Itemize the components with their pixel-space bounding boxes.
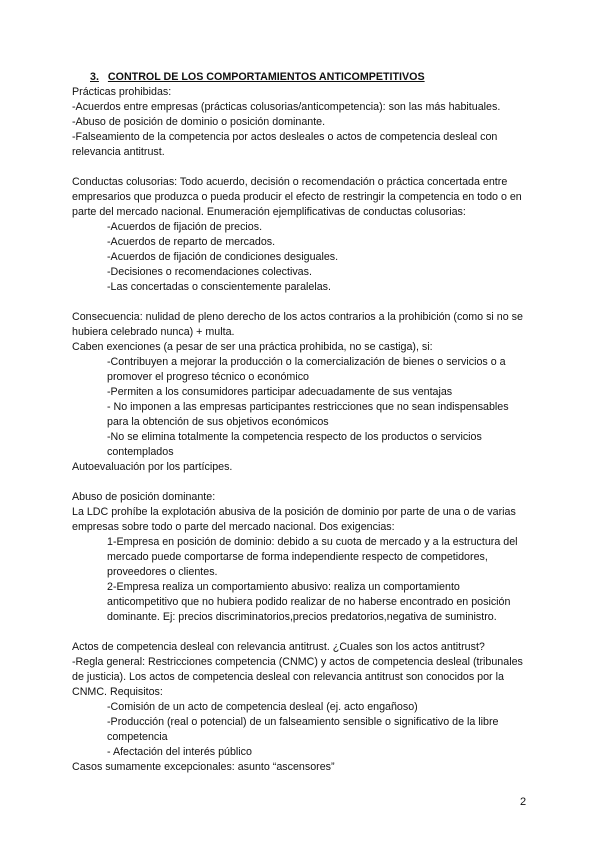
desleal-item: - Afectación del interés público [107,746,252,758]
abuso-label: Abuso de posición dominante: [72,491,216,503]
exenciones-item: -Contribuyen a mejorar la producción o la comercialización de bienes o servicios o a promover el progreso técnico o económico [107,356,506,383]
colusorias-item: -Las concertadas o conscientemente paralelas. [107,281,331,293]
exenciones-item: -Permiten a los consumidores participar adecuadamente de sus ventajas [107,386,453,398]
section-heading [72,70,532,85]
desleal-item: -Comisión de un acto de competencia desleal (ej. acto engañoso) [107,701,418,713]
practicas-label: Prácticas prohibidas: [72,86,172,98]
colusorias-item: -Decisiones o recomendaciones colectivas. [107,266,312,278]
practicas-item: -Acuerdos entre empresas (prácticas colusorias/anticompetencia): son las más habituales. [72,101,501,113]
practicas-item: -Falseamiento de la competencia por actos desleales o actos de competencia desleal con relevancia antitrust. [72,131,498,158]
desleal-item: -Producción (real o potencial) de un falseamiento sensible o significativo de la libre competencia [107,716,499,743]
section-title: CONTROL DE LOS COMPORTAMIENTOS ANTICOMPETITIVOS [107,71,425,83]
exenciones-item: -No se elimina totalmente la competencia respecto de los productos o servicios contemplados [107,431,482,458]
desleal-intro: Actos de competencia desleal con relevancia antitrust. ¿Cuales son los actos antitrust? [72,641,485,653]
desleal-regla: -Regla general: Restricciones competencia (CNMC) y actos de competencia desleal (tribunales de justicia). Los actos de competencia desleal con relevancia antitrust son conocidos por la CNMC. Requisitos: [72,656,523,698]
colusorias-intro: Conductas colusorias: Todo acuerdo, decisión o recomendación o práctica concertada entre empresarios que produzca o pueda producir el efecto de restringir la competencia en todo o en parte del mercado nacional. Enumeración ejemplificativas de conductas colusorias: [72,176,522,218]
practicas-item: -Abuso de posición de dominio o posición dominante. [72,116,326,128]
exenciones-text: Caben exenciones (a pesar de ser una práctica prohibida, no se castiga), si: [72,341,433,353]
autoevaluacion-text: Autoevaluación por los partícipes. [72,461,233,473]
colusorias-item: -Acuerdos de fijación de condiciones desiguales. [107,251,339,263]
consecuencia-text: Consecuencia: nulidad de pleno derecho de los actos contrarios a la prohibición (como si no se hubiera celebrado nunca) + multa. [72,311,523,338]
section-number: 3. [90,71,99,83]
abuso-text: La LDC prohíbe la explotación abusiva de la posición de dominio por parte de una o de varias empresas sobre todo o parte del mercado nacional. Dos exigencias: [72,506,516,533]
abuso-item: 1-Empresa en posición de dominio: debido a su cuota de mercado y a la estructura del mercado puede comportarse de forma independiente respecto de competidores, proveedores o clientes. [107,536,518,578]
colusorias-item: -Acuerdos de fijación de precios. [107,221,263,233]
abuso-item: 2-Empresa realiza un comportamiento abusivo: realiza un comportamiento anticompetitivo que no hubiera podido realizar de no haberse encontrado en posición dominante. Ej: precios discriminatorios,precios predatorios,negativa de suministro. [107,581,511,623]
page-number: 2 [520,796,527,808]
colusorias-item: -Acuerdos de reparto de mercados. [107,236,276,248]
casos-text: Casos sumamente excepcionales: asunto “ascensores” [72,761,335,773]
document-page [72,70,532,775]
exenciones-item: - No imponen a las empresas participantes restricciones que no sean indispensables para la obtención de sus objetivos económicos [107,401,509,428]
